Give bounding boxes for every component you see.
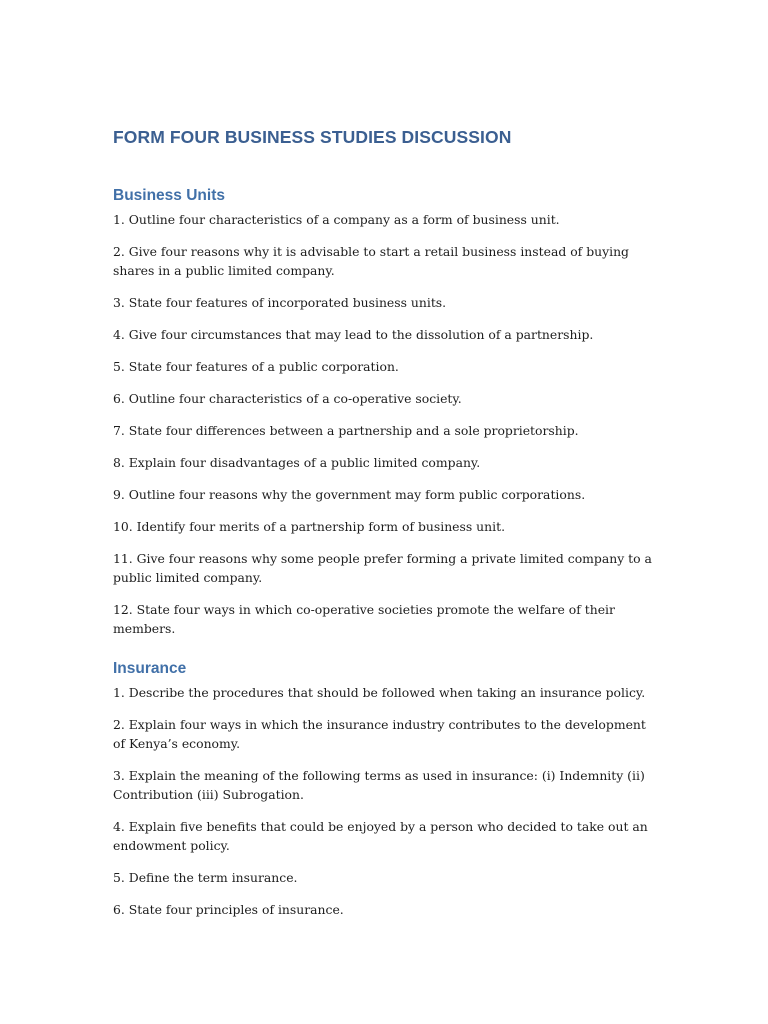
question-item: 6. State four principles of insurance.: [113, 902, 344, 917]
question-item: 9. Outline four reasons why the government may form public corporations.: [113, 487, 586, 502]
section-business-units: [113, 185, 661, 638]
question-item: 3. State four features of incorporated business units.: [113, 295, 447, 310]
question-item: 11. Give four reasons why some people prefer forming a private limited company to a public limited company.: [113, 551, 652, 585]
question-item: 1. Outline four characteristics of a company as a form of business unit.: [113, 212, 560, 227]
question-item: 5. Define the term insurance.: [113, 870, 298, 885]
question-item: 8. Explain four disadvantages of a public limited company.: [113, 455, 481, 470]
page-title: FORM FOUR BUSINESS STUDIES DISCUSSION: [113, 127, 512, 147]
question-item: 12. State four ways in which co-operative societies promote the welfare of their members.: [113, 602, 615, 636]
question-item: 1. Describe the procedures that should be followed when taking an insurance policy.: [113, 685, 646, 700]
question-item: 5. State four features of a public corporation.: [113, 359, 399, 374]
question-list-insurance: [113, 683, 661, 919]
question-item: 3. Explain the meaning of the following terms as used in insurance: (i) Indemnity (ii) Contribution (iii) Subrogation.: [113, 768, 645, 802]
question-item: 6. Outline four characteristics of a co-operative society.: [113, 391, 462, 406]
section-heading-insurance: Insurance: [113, 660, 187, 677]
question-list-business-units: [113, 210, 661, 638]
question-item: 2. Give four reasons why it is advisable to start a retail business instead of buying shares in a public limited company.: [113, 244, 629, 278]
question-item: 10. Identify four merits of a partnership form of business unit.: [113, 519, 506, 534]
section-insurance: [113, 658, 661, 919]
question-item: 4. Give four circumstances that may lead to the dissolution of a partnership.: [113, 327, 594, 342]
question-item: 2. Explain four ways in which the insurance industry contributes to the development of Kenya’s economy.: [113, 717, 646, 751]
question-item: 7. State four differences between a partnership and a sole proprietorship.: [113, 423, 579, 438]
section-heading-business-units: Business Units: [113, 187, 225, 204]
document-body: [113, 124, 661, 932]
question-item: 4. Explain five benefits that could be enjoyed by a person who decided to take out an endowment policy.: [113, 819, 648, 853]
